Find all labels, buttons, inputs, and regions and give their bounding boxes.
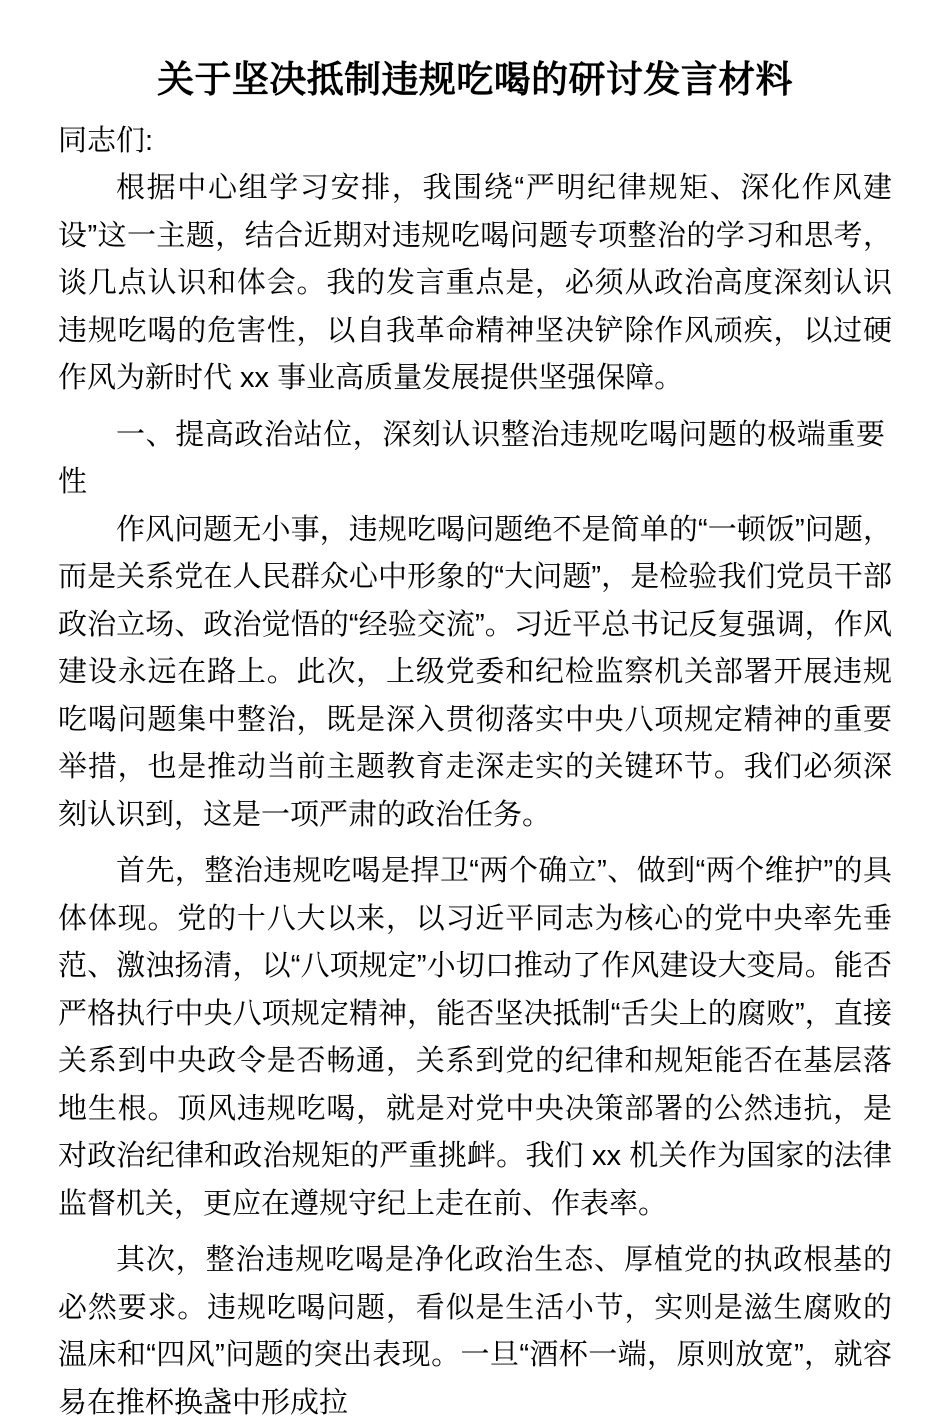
document-title: 关于坚决抵制违规吃喝的研讨发言材料	[157, 59, 793, 100]
paragraph-spacer	[58, 839, 892, 848]
section-heading-1: 一、提高政治站位，深刻认识整治违规吃喝问题的极端重要性	[58, 418, 886, 499]
section-1-paragraph-3: 其次，整治违规吃喝是净化政治生态、厚植党的执政根基的必然要求。违规吃喝问题，看似是生活小节，实则是滋生腐败的温床和“四风”问题的突出表现。一旦“酒杯一端，原则放宽”，就容易在推杯换盏中形成拉	[58, 1244, 892, 1419]
paragraph-spacer	[58, 403, 892, 412]
opening-paragraph: 根据中心组学习安排，我围绕“严明纪律规矩、深化作风建设”这一主题，结合近期对违规吃喝问题专项整治的学习和思考，谈几点认识和体会。我的发言重点是，必须从政治高度深刻认识违规吃喝的危害性，以自我革命精神坚决铲除作风顽疾，以过硬作风为新时代 xx 事业高质量发展提供坚强保障。	[58, 172, 892, 395]
section-1-paragraph-2: 首先，整治违规吃喝是捍卫“两个确立”、做到“两个维护”的具体体现。党的十八大以来，以习近平同志为核心的党中央率先垂范、激浊扬清，以“八项规定”小切口推动了作风建设大变局。能否严格执行中央八项规定精神，能否坚决抵制“舌尖上的腐败”，直接关系到中央政令是否畅通，关系到党的纪律和规矩能否在基层落地生根。顶风违规吃喝，就是对党中央决策部署的公然违抗，是对政治纪律和政治规矩的严重挑衅。我们 xx 机关作为国家的法律监督机关，更应在遵规守纪上走在前、作表率。	[58, 855, 892, 1220]
section-1-paragraph-1: 作风问题无小事，违规吃喝问题绝不是简单的“一顿饭”问题，而是关系党在人民群众心中形象的“大问题”，是检验我们党员干部政治立场、政治觉悟的“经验交流”。习近平总书记反复强调，作风建设永远在路上。此次，上级党委和纪检监察机关部署开展违规吃喝问题集中整治，既是深入贯彻落实中央八项规定精神的重要举措，也是推动当前主题教育走深走实的关键环节。我们必须深刻认识到，这是一项严肃的政治任务。	[58, 513, 892, 831]
paragraph-spacer	[58, 1228, 892, 1237]
salutation: 同志们:	[58, 125, 154, 158]
